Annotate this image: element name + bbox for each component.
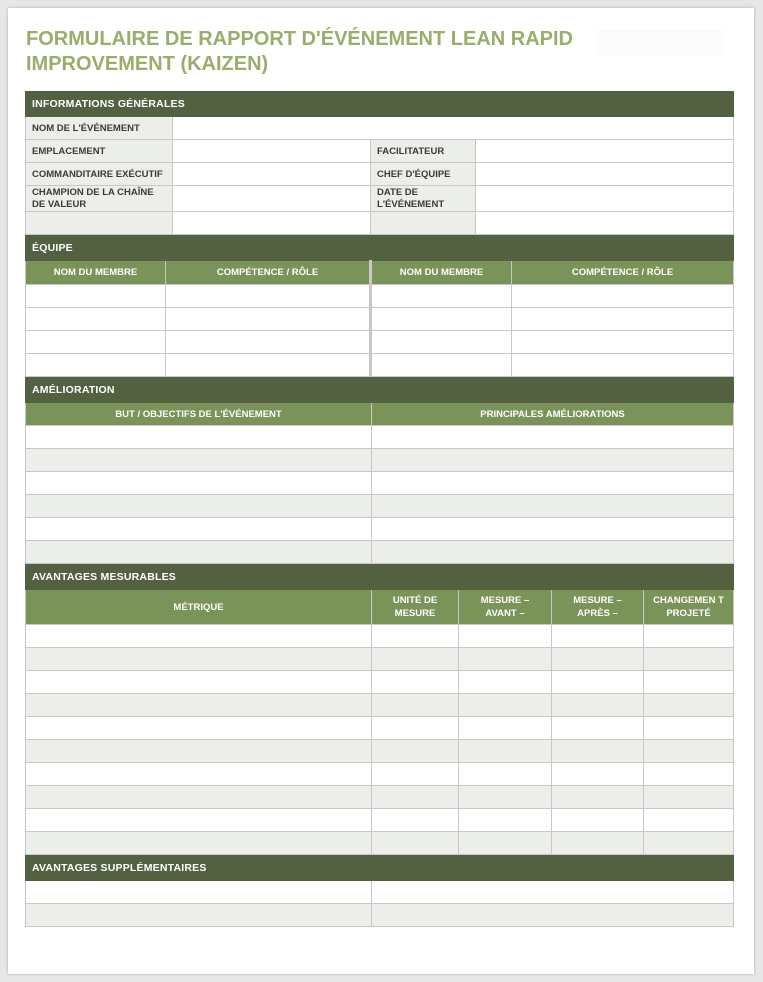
- cell[interactable]: [512, 308, 734, 331]
- cell[interactable]: [26, 285, 166, 308]
- team-row: [26, 331, 734, 354]
- cell[interactable]: [644, 809, 734, 832]
- cell[interactable]: [459, 786, 552, 809]
- cell[interactable]: [371, 331, 512, 354]
- cell[interactable]: [26, 541, 372, 564]
- cell[interactable]: [372, 541, 734, 564]
- additional-benefits-table: [25, 855, 734, 927]
- cell[interactable]: [512, 331, 734, 354]
- team-row: [26, 354, 734, 377]
- cell[interactable]: [552, 625, 644, 648]
- team-row: [26, 285, 734, 308]
- label-exec-sponsor: COMMANDITAIRE EXÉCUTIF: [26, 163, 173, 186]
- cell[interactable]: [372, 426, 734, 449]
- metric-row: [26, 809, 734, 832]
- cell[interactable]: [644, 717, 734, 740]
- label-team-lead: CHEF D'ÉQUIPE: [371, 163, 476, 186]
- cell[interactable]: [644, 832, 734, 855]
- cell[interactable]: [372, 809, 459, 832]
- field-exec-sponsor[interactable]: [173, 163, 371, 186]
- col-skill-role: COMPÉTENCE / RÔLE: [166, 261, 371, 285]
- col-metric: MÉTRIQUE: [26, 590, 372, 625]
- improvement-row: [26, 472, 734, 495]
- cell[interactable]: [372, 648, 459, 671]
- metric-row: [26, 648, 734, 671]
- section-team: ÉQUIPE: [26, 236, 734, 261]
- field-location[interactable]: [173, 140, 371, 163]
- col-main-improvements: PRINCIPALES AMÉLIORATIONS: [372, 403, 734, 426]
- cell[interactable]: [644, 740, 734, 763]
- cell[interactable]: [552, 763, 644, 786]
- cell[interactable]: [371, 308, 512, 331]
- improvement-row: [26, 426, 734, 449]
- improvement-row: [26, 518, 734, 541]
- cell[interactable]: [372, 763, 459, 786]
- label-event-name: NOM DE L'ÉVÉNEMENT: [26, 117, 173, 140]
- measurable-benefits-table: [25, 564, 734, 855]
- cell[interactable]: [26, 904, 372, 927]
- col-before: MESURE – AVANT –: [459, 590, 552, 625]
- label-facilitator: FACILITATEUR: [371, 140, 476, 163]
- additional-row: [26, 904, 734, 927]
- field-date-extra[interactable]: [371, 212, 476, 235]
- col-goals: BUT / OBJECTIFS DE L'ÉVÉNEMENT: [26, 403, 372, 426]
- field-event-name[interactable]: [173, 117, 734, 140]
- cell[interactable]: [552, 809, 644, 832]
- cell[interactable]: [26, 495, 372, 518]
- cell[interactable]: [372, 625, 459, 648]
- additional-row: [26, 881, 734, 904]
- cell[interactable]: [372, 904, 734, 927]
- cell[interactable]: [372, 717, 459, 740]
- cell[interactable]: [166, 285, 371, 308]
- cell[interactable]: [26, 671, 372, 694]
- cell[interactable]: [372, 832, 459, 855]
- cell[interactable]: [644, 625, 734, 648]
- field-event-date[interactable]: [476, 186, 734, 212]
- cell[interactable]: [26, 308, 166, 331]
- cell[interactable]: [372, 495, 734, 518]
- cell[interactable]: [372, 449, 734, 472]
- cell[interactable]: [372, 671, 459, 694]
- cell[interactable]: [26, 832, 372, 855]
- metric-row: [26, 717, 734, 740]
- col-unit: UNITÉ DE MESURE: [372, 590, 459, 625]
- cell[interactable]: [26, 717, 372, 740]
- cell[interactable]: [552, 740, 644, 763]
- metric-row: [26, 786, 734, 809]
- title-line-1: FORMULAIRE DE RAPPORT D'ÉVÉNEMENT LEAN RAPID: [26, 28, 574, 50]
- field-champion-value-extra[interactable]: [173, 212, 371, 235]
- cell[interactable]: [372, 881, 734, 904]
- improvement-table: [25, 377, 734, 564]
- field-date-value-extra[interactable]: [476, 212, 734, 235]
- cell[interactable]: [26, 518, 372, 541]
- cell[interactable]: [644, 671, 734, 694]
- cell[interactable]: [26, 426, 372, 449]
- cell[interactable]: [552, 717, 644, 740]
- field-team-lead[interactable]: [476, 163, 734, 186]
- cell[interactable]: [372, 786, 459, 809]
- general-info-table: [25, 91, 734, 235]
- cell[interactable]: [459, 809, 552, 832]
- col-member-name-2: NOM DU MEMBRE: [371, 261, 512, 285]
- cell[interactable]: [459, 740, 552, 763]
- cell[interactable]: [371, 354, 512, 377]
- field-value-stream-champion[interactable]: [173, 186, 371, 212]
- cell[interactable]: [372, 694, 459, 717]
- cell[interactable]: [26, 786, 372, 809]
- cell[interactable]: [459, 694, 552, 717]
- field-champion-extra[interactable]: [26, 212, 173, 235]
- cell[interactable]: [512, 285, 734, 308]
- cell[interactable]: [26, 625, 372, 648]
- cell[interactable]: [26, 740, 372, 763]
- col-projected-change: CHANGEMEN T PROJETÉ: [644, 590, 734, 625]
- section-additional-benefits: AVANTAGES SUPPLÉMENTAIRES: [26, 856, 734, 881]
- label-location: EMPLACEMENT: [26, 140, 173, 163]
- cell[interactable]: [552, 832, 644, 855]
- cell[interactable]: [644, 694, 734, 717]
- cell[interactable]: [26, 809, 372, 832]
- cell[interactable]: [459, 648, 552, 671]
- cell[interactable]: [26, 763, 372, 786]
- cell[interactable]: [166, 308, 371, 331]
- cell[interactable]: [372, 518, 734, 541]
- section-measurable-benefits: AVANTAGES MESURABLES: [26, 565, 734, 590]
- section-general-info: INFORMATIONS GÉNÉRALES: [26, 92, 734, 117]
- cell[interactable]: [552, 786, 644, 809]
- metric-row: [26, 740, 734, 763]
- cell[interactable]: [644, 763, 734, 786]
- metric-row: [26, 832, 734, 855]
- cell[interactable]: [372, 472, 734, 495]
- cell[interactable]: [552, 694, 644, 717]
- col-member-name: NOM DU MEMBRE: [26, 261, 166, 285]
- team-table: [25, 235, 734, 377]
- improvement-row: [26, 541, 734, 564]
- cell[interactable]: [459, 832, 552, 855]
- cell[interactable]: [644, 648, 734, 671]
- metric-row: [26, 763, 734, 786]
- metric-row: [26, 671, 734, 694]
- metric-row: [26, 625, 734, 648]
- cell[interactable]: [26, 354, 166, 377]
- section-improvement: AMÉLIORATION: [26, 378, 734, 403]
- cell[interactable]: [552, 671, 644, 694]
- cell[interactable]: [26, 472, 372, 495]
- cell[interactable]: [26, 449, 372, 472]
- cell[interactable]: [372, 740, 459, 763]
- cell[interactable]: [459, 625, 552, 648]
- metric-row: [26, 694, 734, 717]
- team-row: [26, 308, 734, 331]
- cell[interactable]: [512, 354, 734, 377]
- logo-placeholder: [596, 30, 724, 56]
- cell[interactable]: [26, 648, 372, 671]
- label-value-stream-champion: CHAMPION DE LA CHAÎNE DE VALEUR: [26, 186, 173, 212]
- cell[interactable]: [459, 717, 552, 740]
- cell[interactable]: [459, 763, 552, 786]
- cell[interactable]: [26, 331, 166, 354]
- page-title: [26, 27, 586, 77]
- cell[interactable]: [26, 694, 372, 717]
- cell[interactable]: [644, 786, 734, 809]
- title-line-2: IMPROVEMENT (KAIZEN): [26, 53, 269, 75]
- form-sections: [25, 91, 733, 927]
- cell[interactable]: [166, 354, 371, 377]
- improvement-row: [26, 495, 734, 518]
- label-event-date: DATE DE L'ÉVÉNEMENT: [371, 186, 476, 212]
- form-page: [8, 8, 754, 974]
- col-skill-role-2: COMPÉTENCE / RÔLE: [512, 261, 734, 285]
- cell[interactable]: [166, 331, 371, 354]
- cell[interactable]: [459, 671, 552, 694]
- improvement-row: [26, 449, 734, 472]
- cell[interactable]: [552, 648, 644, 671]
- cell[interactable]: [26, 881, 372, 904]
- col-after: MESURE – APRÈS –: [552, 590, 644, 625]
- cell[interactable]: [371, 285, 512, 308]
- field-facilitator[interactable]: [476, 140, 734, 163]
